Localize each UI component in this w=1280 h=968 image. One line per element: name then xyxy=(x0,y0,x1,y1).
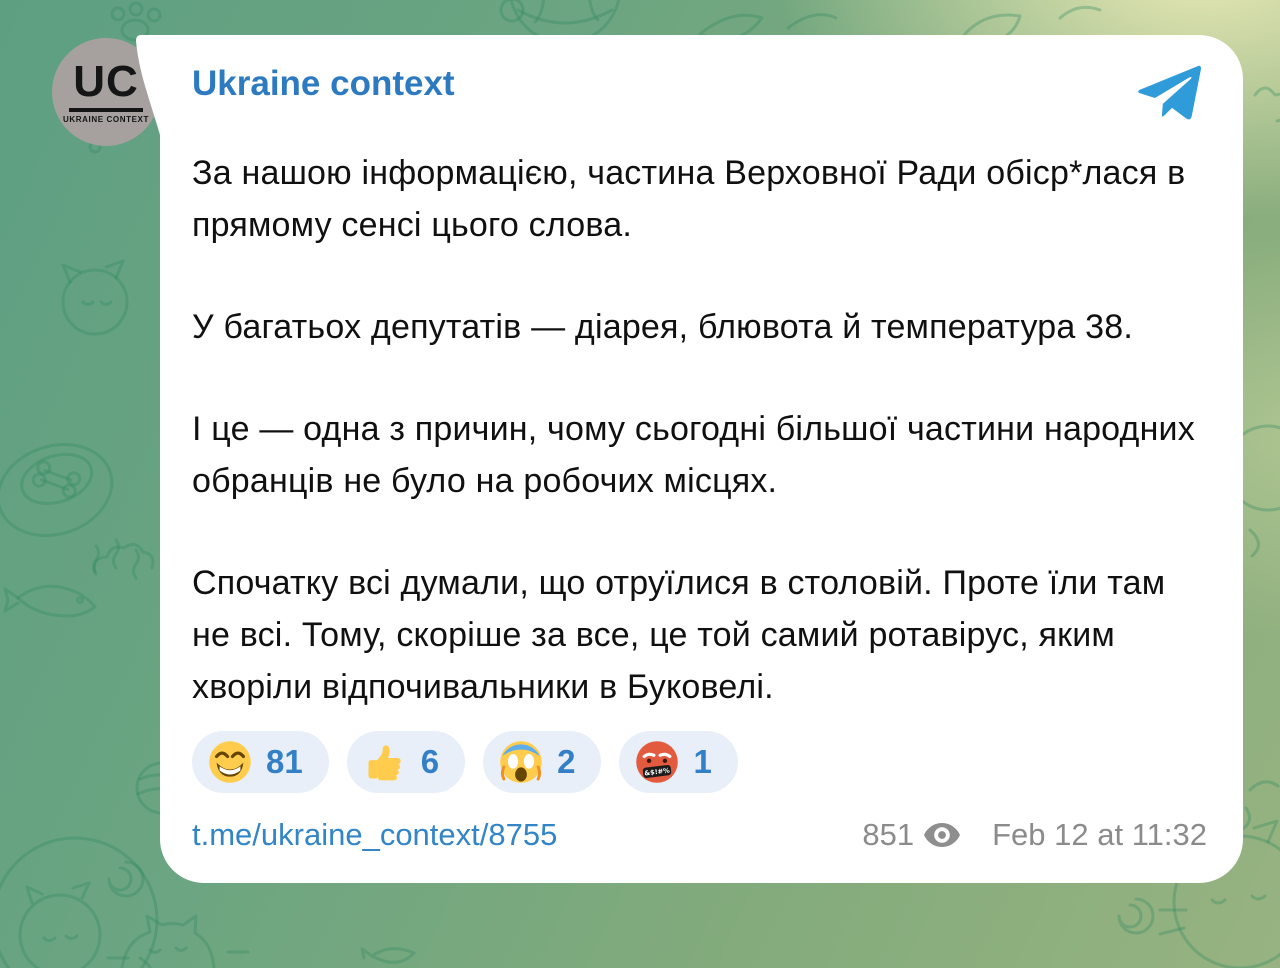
avatar-divider xyxy=(69,108,143,112)
view-counter xyxy=(862,817,960,853)
paragraph-1: За нашою інформацією, частина Верховної Ради обіср*лася в прямому сенсі цього слова. xyxy=(192,154,1186,244)
message-card xyxy=(160,35,1243,883)
message-body xyxy=(192,147,1207,713)
reaction-count: 2 xyxy=(557,743,576,780)
beaming-face-emoji-icon xyxy=(208,740,252,784)
cat-peeking-doodle xyxy=(108,916,248,968)
cat-face-doodle xyxy=(63,261,127,334)
eye-icon xyxy=(924,823,960,847)
message-header xyxy=(192,65,1207,121)
view-count: 851 xyxy=(862,817,915,852)
telegram-plane-icon[interactable] xyxy=(1137,65,1201,121)
fish-doodle xyxy=(5,540,139,616)
svg-text:&$!#%: &$!#% xyxy=(644,766,671,778)
paw-print-doodle xyxy=(112,3,160,40)
avatar-initials: UC xyxy=(73,57,139,106)
reaction-cursing-face[interactable] xyxy=(619,731,737,793)
message-footer xyxy=(192,817,1207,853)
cursing-face-emoji-icon xyxy=(635,740,679,784)
reaction-thumbs-up[interactable] xyxy=(347,731,465,793)
timestamp: Feb 12 at 11:32 xyxy=(992,817,1207,852)
post-link[interactable]: t.me/ukraine_context/8755 xyxy=(192,817,558,852)
screaming-face-emoji-icon xyxy=(499,740,543,784)
bowl-bone-doodle xyxy=(0,430,124,550)
reaction-count: 1 xyxy=(693,743,712,780)
reaction-screaming-face[interactable] xyxy=(483,731,601,793)
paragraph-2: У багатьох депутатів — діарея, блювота й температура 38. xyxy=(192,308,1134,346)
reaction-count: 6 xyxy=(420,743,440,780)
channel-title[interactable]: Ukraine context xyxy=(192,64,455,103)
post-meta xyxy=(862,817,1207,853)
reaction-beaming-face[interactable] xyxy=(192,731,329,793)
reaction-count: 81 xyxy=(266,743,303,780)
reactions-row xyxy=(192,731,1207,793)
sleeping-cat-doodle xyxy=(0,838,157,968)
paragraph-3: І це — одна з причин, чому сьогодні більшої частини народних обранців не було на робочих місцях. xyxy=(192,410,1195,500)
thumbs-up-emoji-icon xyxy=(363,740,407,784)
paragraph-4: Спочатку всі думали, що отруїлися в столовій. Проте їли там не всі. Тому, скоріше за все, це той самий ротавірус, яким хворіли відпочивальники в Буковелі. xyxy=(192,564,1166,706)
avatar-subtitle: UKRAINE CONTEXT xyxy=(63,115,149,124)
